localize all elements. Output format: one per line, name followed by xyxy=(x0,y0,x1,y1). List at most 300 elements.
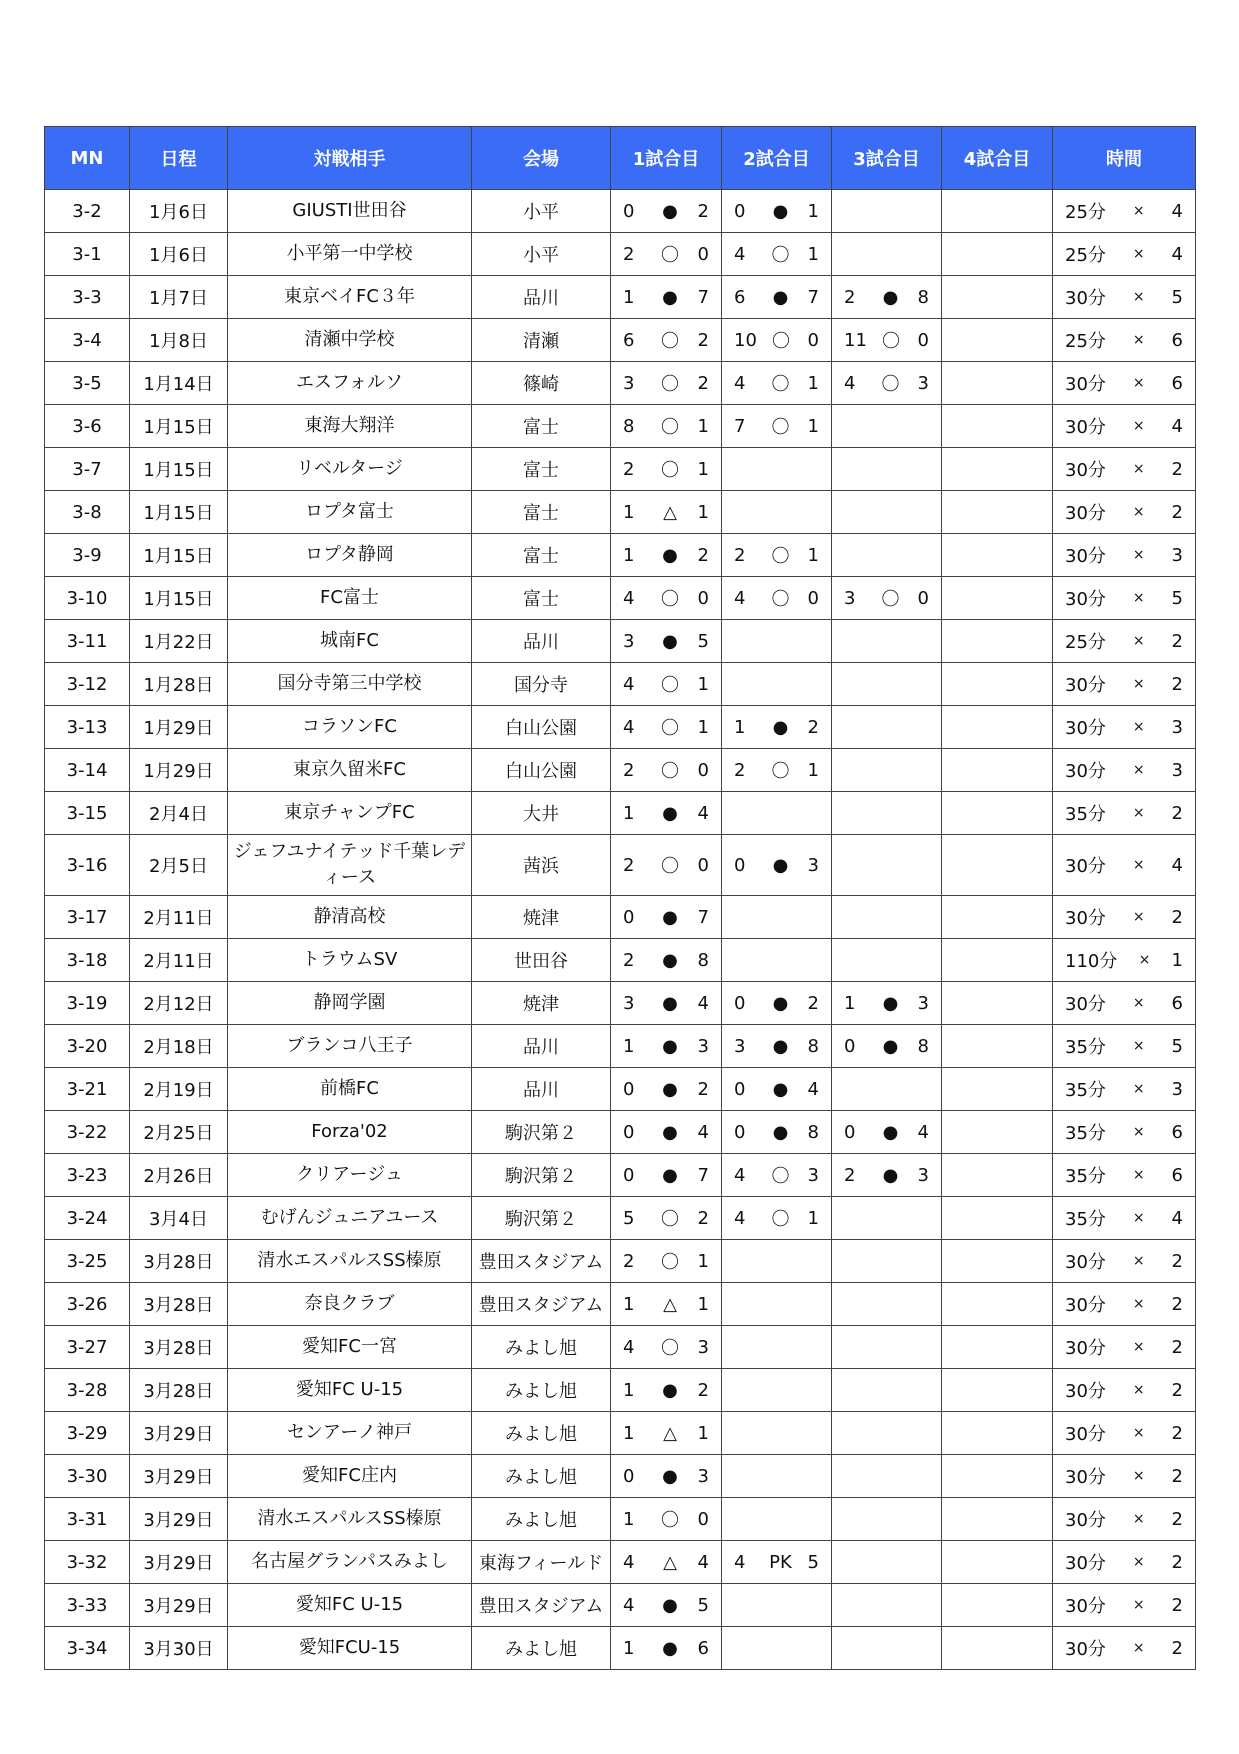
cell-game-1 xyxy=(611,1455,722,1498)
result-mark: ● xyxy=(772,992,789,1014)
half-length: 25分 xyxy=(1065,202,1106,223)
cell-mn: 3-22 xyxy=(45,1111,130,1154)
cell-time xyxy=(1053,1326,1196,1369)
cell-game-1 xyxy=(611,1412,722,1455)
score-home: 0 xyxy=(734,200,746,222)
score-home: 2 xyxy=(623,458,635,480)
half-length: 30分 xyxy=(1065,675,1106,696)
cell-mn: 3-19 xyxy=(45,982,130,1025)
cell-time xyxy=(1053,835,1196,896)
score-away: 1 xyxy=(807,544,819,566)
cell-game-1 xyxy=(611,620,722,663)
score-away: 3 xyxy=(697,1336,709,1358)
half-count: 5 xyxy=(1171,286,1183,308)
score xyxy=(722,241,831,267)
cell-time xyxy=(1053,1498,1196,1541)
score xyxy=(611,803,721,824)
score xyxy=(611,1595,721,1616)
cell-game-3 xyxy=(832,982,942,1025)
table-row xyxy=(45,835,1196,896)
score-home: 1 xyxy=(623,802,635,824)
half-length: 30分 xyxy=(1065,1510,1106,1531)
cell-game-3 xyxy=(832,405,942,448)
cell-opponent: 清水エスパルスSS榛原 xyxy=(228,1240,472,1283)
score-away: 7 xyxy=(807,286,819,308)
cell-mn: 3-9 xyxy=(45,534,130,577)
half-count: 3 xyxy=(1171,1078,1183,1100)
time-format xyxy=(1053,1033,1195,1059)
cell-game-1 xyxy=(611,319,722,362)
score-away: 1 xyxy=(807,372,819,394)
cell-venue: みよし旭 xyxy=(472,1455,611,1498)
cell-game-4 xyxy=(942,835,1053,896)
result-mark: ● xyxy=(772,716,789,738)
score-home: 6 xyxy=(623,329,635,351)
cell-game-3 xyxy=(832,1111,942,1154)
cell-game-2 xyxy=(722,749,832,792)
time-format xyxy=(1053,852,1195,878)
cell-date: 1月7日 xyxy=(130,276,228,319)
result-mark: 〇 xyxy=(881,374,900,395)
multiply-sign: × xyxy=(1132,857,1145,873)
cell-game-1 xyxy=(611,1627,722,1670)
cell-game-4 xyxy=(942,1412,1053,1455)
cell-game-2 xyxy=(722,1326,832,1369)
score xyxy=(722,1122,831,1143)
cell-time xyxy=(1053,1111,1196,1154)
result-mark: 〇 xyxy=(661,675,679,696)
score xyxy=(611,327,721,353)
score-away: 5 xyxy=(697,1594,709,1616)
cell-game-2 xyxy=(722,663,832,706)
score-away: 0 xyxy=(697,1508,709,1530)
score-home: 0 xyxy=(623,1121,635,1143)
score xyxy=(611,1423,721,1444)
cell-game-2 xyxy=(722,1498,832,1541)
score-home: 0 xyxy=(734,854,746,876)
table-row xyxy=(45,1283,1196,1326)
cell-opponent: コラソンFC xyxy=(228,706,472,749)
score-home: 4 xyxy=(623,1594,635,1616)
half-length: 30分 xyxy=(1065,1424,1106,1445)
cell-date: 2月12日 xyxy=(130,982,228,1025)
half-count: 2 xyxy=(1171,1465,1183,1487)
cell-game-2 xyxy=(722,835,832,896)
cell-date: 3月29日 xyxy=(130,1541,228,1584)
score-away: 3 xyxy=(807,854,819,876)
cell-game-4 xyxy=(942,534,1053,577)
result-mark: ● xyxy=(882,1035,899,1057)
cell-game-4 xyxy=(942,1283,1053,1326)
cell-opponent: むげんジュニアユース xyxy=(228,1197,472,1240)
time-format xyxy=(1053,1334,1195,1360)
cell-venue: 世田谷 xyxy=(472,939,611,982)
score-away: 1 xyxy=(697,501,709,523)
cell-venue: みよし旭 xyxy=(472,1412,611,1455)
score-home: 10 xyxy=(734,329,757,351)
score xyxy=(611,287,721,308)
cell-game-4 xyxy=(942,663,1053,706)
cell-game-3 xyxy=(832,896,942,939)
cell-game-1 xyxy=(611,1154,722,1197)
cell-game-3 xyxy=(832,620,942,663)
cell-game-1 xyxy=(611,1197,722,1240)
cell-venue: 品川 xyxy=(472,620,611,663)
table-row xyxy=(45,233,1196,276)
table-row xyxy=(45,939,1196,982)
cell-mn: 3-7 xyxy=(45,448,130,491)
cell-time xyxy=(1053,233,1196,276)
multiply-sign: × xyxy=(1132,1339,1145,1355)
cell-game-3 xyxy=(832,233,942,276)
cell-venue: 駒沢第２ xyxy=(472,1111,611,1154)
cell-date: 2月26日 xyxy=(130,1154,228,1197)
cell-opponent: 愛知FCU-15 xyxy=(228,1627,472,1670)
score-away: 7 xyxy=(697,286,709,308)
time-format xyxy=(1053,628,1195,654)
result-mark: 〇 xyxy=(661,718,679,739)
score-away: 1 xyxy=(807,1207,819,1229)
cell-opponent: 東京久留米FC xyxy=(228,749,472,792)
score xyxy=(832,370,941,396)
time-format xyxy=(1053,947,1195,973)
multiply-sign: × xyxy=(1132,995,1145,1011)
multiply-sign: × xyxy=(1132,246,1145,262)
result-mark: 〇 xyxy=(771,417,790,438)
cell-game-4 xyxy=(942,982,1053,1025)
score-away: 3 xyxy=(917,992,929,1014)
cell-game-3 xyxy=(832,1584,942,1627)
cell-game-4 xyxy=(942,1068,1053,1111)
cell-game-2 xyxy=(722,362,832,405)
score-home: 2 xyxy=(623,1250,635,1272)
score-home: 2 xyxy=(623,759,635,781)
half-count: 6 xyxy=(1171,1164,1183,1186)
cell-game-1 xyxy=(611,405,722,448)
score-home: 6 xyxy=(734,286,746,308)
cell-venue: みよし旭 xyxy=(472,1326,611,1369)
score-home: 0 xyxy=(623,200,635,222)
time-format xyxy=(1053,1506,1195,1532)
cell-game-1 xyxy=(611,1240,722,1283)
half-count: 2 xyxy=(1171,1508,1183,1530)
cell-venue: 白山公園 xyxy=(472,706,611,749)
half-count: 2 xyxy=(1171,1293,1183,1315)
table-row xyxy=(45,706,1196,749)
cell-opponent: 愛知FC U-15 xyxy=(228,1584,472,1627)
cell-game-1 xyxy=(611,190,722,233)
time-format xyxy=(1053,327,1195,353)
half-length: 30分 xyxy=(1065,374,1106,395)
result-mark: 〇 xyxy=(661,460,679,481)
score-away: 1 xyxy=(697,415,709,437)
cell-game-3 xyxy=(832,1283,942,1326)
result-mark: ● xyxy=(662,1078,678,1100)
cell-game-3 xyxy=(832,534,942,577)
result-mark: ● xyxy=(882,1121,899,1143)
half-length: 25分 xyxy=(1065,245,1106,266)
score-home: 2 xyxy=(734,544,746,566)
multiply-sign: × xyxy=(1132,1382,1145,1398)
score xyxy=(611,585,721,611)
cell-time xyxy=(1053,663,1196,706)
cell-venue: 白山公園 xyxy=(472,749,611,792)
cell-venue: 駒沢第２ xyxy=(472,1154,611,1197)
time-format xyxy=(1053,1205,1195,1231)
score-away: 0 xyxy=(917,329,929,351)
result-mark: ● xyxy=(772,1078,789,1100)
score-home: 0 xyxy=(844,1121,856,1143)
cell-date: 2月19日 xyxy=(130,1068,228,1111)
cell-mn: 3-10 xyxy=(45,577,130,620)
cell-game-4 xyxy=(942,706,1053,749)
score xyxy=(611,757,721,783)
half-length: 30分 xyxy=(1065,1381,1106,1402)
score-home: 1 xyxy=(734,716,746,738)
score-home: 1 xyxy=(623,1035,635,1057)
cell-time xyxy=(1053,1240,1196,1283)
cell-game-3 xyxy=(832,749,942,792)
score xyxy=(722,993,831,1014)
score-home: 5 xyxy=(623,1207,635,1229)
table-row xyxy=(45,448,1196,491)
cell-mn: 3-26 xyxy=(45,1283,130,1326)
cell-opponent: トラウムSV xyxy=(228,939,472,982)
table-row xyxy=(45,1326,1196,1369)
cell-game-3 xyxy=(832,491,942,534)
cell-game-4 xyxy=(942,792,1053,835)
cell-game-3 xyxy=(832,1455,942,1498)
half-length: 30分 xyxy=(1065,546,1106,567)
score xyxy=(611,1552,721,1573)
header-game-4: 4試合目 xyxy=(942,127,1053,190)
cell-game-3 xyxy=(832,1326,942,1369)
score-home: 4 xyxy=(734,243,746,265)
result-mark: ● xyxy=(662,1465,678,1487)
result-mark: ● xyxy=(882,1164,899,1186)
time-format xyxy=(1053,241,1195,267)
cell-game-1 xyxy=(611,534,722,577)
cell-game-4 xyxy=(942,1498,1053,1541)
score xyxy=(611,1334,721,1360)
cell-game-2 xyxy=(722,1369,832,1412)
table-row xyxy=(45,620,1196,663)
score-home: 4 xyxy=(734,1207,746,1229)
cell-mn: 3-15 xyxy=(45,792,130,835)
half-count: 1 xyxy=(1171,949,1183,971)
half-count: 2 xyxy=(1171,1637,1183,1659)
cell-date: 2月18日 xyxy=(130,1025,228,1068)
result-mark: 〇 xyxy=(661,856,679,877)
score-home: 1 xyxy=(623,1637,635,1659)
time-format xyxy=(1053,904,1195,930)
score-away: 0 xyxy=(697,759,709,781)
multiply-sign: × xyxy=(1132,1425,1145,1441)
cell-game-1 xyxy=(611,577,722,620)
cell-opponent: ブランコ八王子 xyxy=(228,1025,472,1068)
cell-game-2 xyxy=(722,706,832,749)
cell-game-1 xyxy=(611,1283,722,1326)
cell-venue: 大井 xyxy=(472,792,611,835)
time-format xyxy=(1053,800,1195,826)
cell-game-2 xyxy=(722,1025,832,1068)
cell-game-2 xyxy=(722,1283,832,1326)
score-away: 3 xyxy=(917,372,929,394)
cell-date: 3月29日 xyxy=(130,1498,228,1541)
score xyxy=(722,1205,831,1231)
score-home: 0 xyxy=(623,1078,635,1100)
half-count: 5 xyxy=(1171,587,1183,609)
cell-time xyxy=(1053,1369,1196,1412)
score xyxy=(611,671,721,697)
cell-game-2 xyxy=(722,1455,832,1498)
time-format xyxy=(1053,714,1195,740)
score-home: 2 xyxy=(623,243,635,265)
cell-game-1 xyxy=(611,1584,722,1627)
cell-game-4 xyxy=(942,362,1053,405)
score-home: 4 xyxy=(623,1551,635,1573)
cell-game-4 xyxy=(942,1326,1053,1369)
cell-mn: 3-8 xyxy=(45,491,130,534)
multiply-sign: × xyxy=(1132,1167,1145,1183)
result-mark: ● xyxy=(772,286,789,308)
time-format xyxy=(1053,542,1195,568)
score-home: 3 xyxy=(623,630,635,652)
cell-time xyxy=(1053,405,1196,448)
cell-opponent: 前橋FC xyxy=(228,1068,472,1111)
score-home: 8 xyxy=(623,415,635,437)
half-length: 30分 xyxy=(1065,908,1106,929)
cell-opponent: 国分寺第三中学校 xyxy=(228,663,472,706)
half-length: 30分 xyxy=(1065,1295,1106,1316)
multiply-sign: × xyxy=(1132,461,1145,477)
score xyxy=(611,502,721,523)
cell-venue: 品川 xyxy=(472,1025,611,1068)
multiply-sign: × xyxy=(1132,1038,1145,1054)
multiply-sign: × xyxy=(1132,762,1145,778)
cell-game-1 xyxy=(611,362,722,405)
cell-game-4 xyxy=(942,896,1053,939)
cell-opponent: 愛知FC U-15 xyxy=(228,1369,472,1412)
cell-time xyxy=(1053,319,1196,362)
cell-date: 1月15日 xyxy=(130,405,228,448)
half-count: 2 xyxy=(1171,1551,1183,1573)
result-mark: 〇 xyxy=(661,761,679,782)
score-away: 2 xyxy=(697,329,709,351)
half-length: 30分 xyxy=(1065,417,1106,438)
score xyxy=(832,287,941,308)
half-count: 2 xyxy=(1171,673,1183,695)
cell-game-2 xyxy=(722,534,832,577)
score-home: 0 xyxy=(623,906,635,928)
score xyxy=(832,1165,941,1186)
result-mark: 〇 xyxy=(771,1209,790,1230)
score-away: 0 xyxy=(697,587,709,609)
score-home: 2 xyxy=(844,1164,856,1186)
cell-date: 1月22日 xyxy=(130,620,228,663)
half-count: 6 xyxy=(1171,329,1183,351)
header-time: 時間 xyxy=(1053,127,1196,190)
score xyxy=(722,855,831,876)
score xyxy=(722,585,831,611)
score-away: 8 xyxy=(807,1035,819,1057)
score xyxy=(722,370,831,396)
score xyxy=(722,1079,831,1100)
score-away: 0 xyxy=(917,587,929,609)
cell-opponent: 静岡学園 xyxy=(228,982,472,1025)
cell-mn: 3-28 xyxy=(45,1369,130,1412)
half-length: 30分 xyxy=(1065,761,1106,782)
cell-game-2 xyxy=(722,792,832,835)
score-away: 5 xyxy=(697,630,709,652)
score-home: 0 xyxy=(734,992,746,1014)
result-mark: △ xyxy=(663,1293,677,1315)
cell-time xyxy=(1053,448,1196,491)
cell-game-2 xyxy=(722,577,832,620)
cell-game-4 xyxy=(942,620,1053,663)
cell-mn: 3-2 xyxy=(45,190,130,233)
cell-mn: 3-20 xyxy=(45,1025,130,1068)
score-home: 4 xyxy=(623,673,635,695)
cell-mn: 3-29 xyxy=(45,1412,130,1455)
cell-venue: 品川 xyxy=(472,1068,611,1111)
score-away: 1 xyxy=(697,1250,709,1272)
half-count: 2 xyxy=(1171,1250,1183,1272)
cell-mn: 3-21 xyxy=(45,1068,130,1111)
score-home: 4 xyxy=(844,372,856,394)
half-count: 2 xyxy=(1171,630,1183,652)
result-mark: ● xyxy=(772,1121,789,1143)
cell-date: 1月15日 xyxy=(130,534,228,577)
score-home: 1 xyxy=(623,1422,635,1444)
table-row xyxy=(45,319,1196,362)
score-away: 6 xyxy=(697,1637,709,1659)
score xyxy=(611,370,721,396)
cell-game-2 xyxy=(722,620,832,663)
score-home: 3 xyxy=(734,1035,746,1057)
multiply-sign: × xyxy=(1132,1253,1145,1269)
score xyxy=(611,1506,721,1532)
cell-time xyxy=(1053,1541,1196,1584)
score-away: 2 xyxy=(697,1207,709,1229)
cell-time xyxy=(1053,1154,1196,1197)
cell-game-2 xyxy=(722,1541,832,1584)
cell-game-1 xyxy=(611,939,722,982)
result-mark: 〇 xyxy=(661,374,679,395)
table-row xyxy=(45,896,1196,939)
header-row xyxy=(45,127,1196,190)
cell-venue: みよし旭 xyxy=(472,1627,611,1670)
score xyxy=(722,327,831,353)
multiply-sign: × xyxy=(1132,909,1145,925)
score-home: 4 xyxy=(623,587,635,609)
cell-game-3 xyxy=(832,190,942,233)
cell-game-2 xyxy=(722,405,832,448)
score xyxy=(722,201,831,222)
time-format xyxy=(1053,1463,1195,1489)
cell-opponent: 東京チャンプFC xyxy=(228,792,472,835)
table-row xyxy=(45,362,1196,405)
result-mark: △ xyxy=(663,1551,677,1573)
score-away: 0 xyxy=(697,854,709,876)
cell-game-2 xyxy=(722,896,832,939)
cell-game-2 xyxy=(722,1412,832,1455)
score-away: 1 xyxy=(697,673,709,695)
half-count: 3 xyxy=(1171,759,1183,781)
score xyxy=(611,1248,721,1274)
cell-date: 1月15日 xyxy=(130,448,228,491)
result-mark: ● xyxy=(662,630,678,652)
